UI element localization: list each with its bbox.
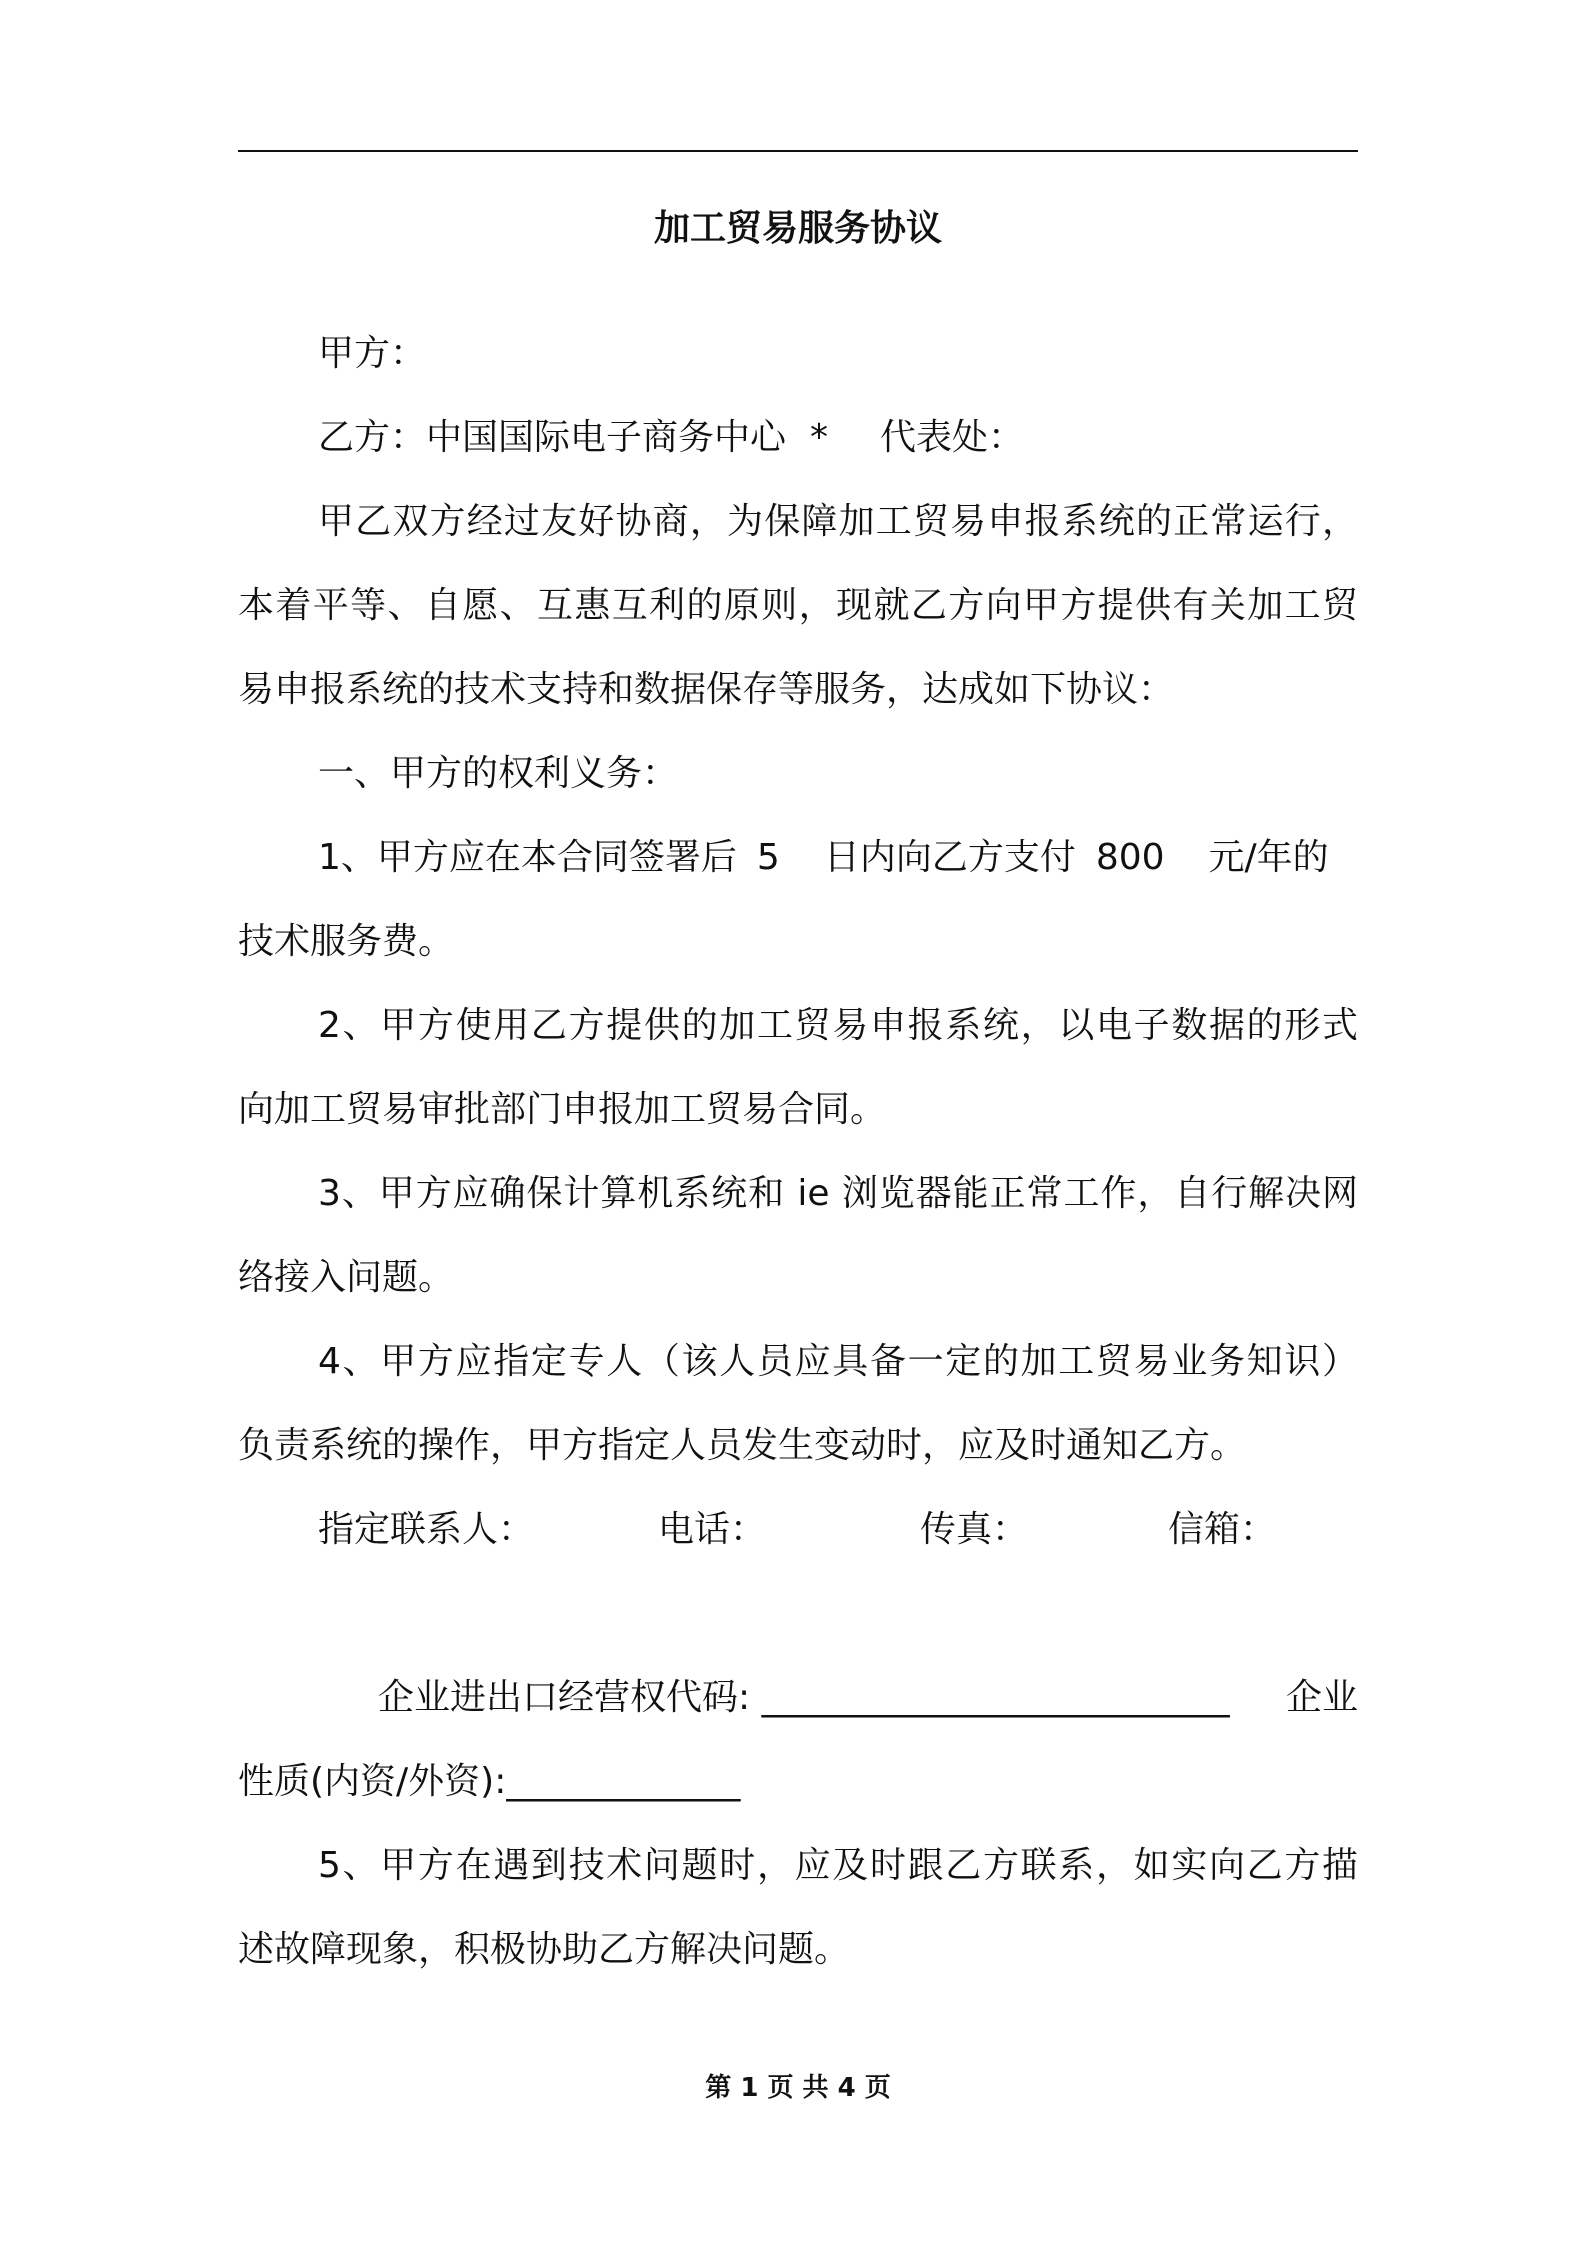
enterprise-code-label: 企业进出口经营权代码:	[378, 1677, 762, 1718]
enterprise-code-line	[238, 1656, 1358, 1740]
party-b-office: 代表处：	[880, 417, 1025, 458]
party-b-label: 乙方：中国国际电子商务中心	[318, 417, 787, 458]
item-2-line-2: 向加工贸易审批部门申报加工贸易合同。	[238, 1089, 887, 1130]
enterprise-code-blank: __________________________	[761, 1677, 1230, 1718]
contact-phone-label: 电话：	[658, 1509, 767, 1550]
enterprise-nature-head: 企业	[1285, 1677, 1358, 1718]
header-rule	[238, 150, 1358, 152]
document-title: 加工贸易服务协议	[653, 208, 942, 249]
item-3-line-2: 络接入问题。	[238, 1257, 455, 1298]
item-5-line-2: 述故障现象，积极协助乙方解决问题。	[238, 1929, 851, 1970]
item-2-line-1: 2、甲方使用乙方提供的加工贸易申报系统，以电子数据的形式	[318, 1005, 1358, 1046]
intro-line-2: 本着平等、自愿、互惠互利的原则，现就乙方向甲方提供有关加工贸	[238, 585, 1358, 626]
contact-email-label: 信箱：	[1168, 1509, 1277, 1550]
enterprise-nature-blank: _____________	[506, 1761, 741, 1802]
item-4-line-1: 4、甲方应指定专人（该人员应具备一定的加工贸易业务知识）	[318, 1341, 1358, 1382]
item-1-line-2: 技术服务费。	[238, 921, 455, 962]
item-1-mid: 日内向乙方支付	[823, 837, 1076, 878]
enterprise-code-field	[378, 1656, 1230, 1740]
page-footer: 第 1 页 共 4 页	[705, 2073, 891, 2103]
item-3-line-1: 3、甲方应确保计算机系统和 ie 浏览器能正常工作，自行解决网	[318, 1173, 1358, 1214]
enterprise-nature-line	[238, 1740, 1358, 1824]
section-1-heading: 一、甲方的权利义务：	[318, 753, 679, 794]
item-1-suffix: 元/年的	[1208, 837, 1329, 878]
item-1-line-1	[238, 816, 1358, 900]
intro-line-3: 易申报系统的技术支持和数据保存等服务，达成如下协议：	[238, 669, 1175, 710]
contacts-row	[238, 1488, 1358, 1572]
intro-line-1: 甲乙双方经过友好协商，为保障加工贸易申报系统的正常运行，	[318, 501, 1358, 542]
party-b-mark: *	[810, 417, 829, 458]
contact-fax-label: 传真：	[920, 1509, 1029, 1550]
item-4-line-2: 负责系统的操作，甲方指定人员发生变动时，应及时通知乙方。	[238, 1425, 1247, 1466]
item-1-amount: 800	[1095, 837, 1165, 878]
item-1-prefix: 1、甲方应在本合同签署后	[318, 837, 737, 878]
item-5-line-1: 5、甲方在遇到技术问题时，应及时跟乙方联系，如实向乙方描	[318, 1845, 1358, 1886]
enterprise-nature-label: 性质(内资/外资):	[238, 1761, 507, 1802]
party-b-line	[238, 396, 1358, 480]
item-1-days: 5	[756, 837, 780, 878]
party-a-line: 甲方：	[318, 333, 427, 374]
contact-person-label: 指定联系人：	[318, 1509, 535, 1550]
